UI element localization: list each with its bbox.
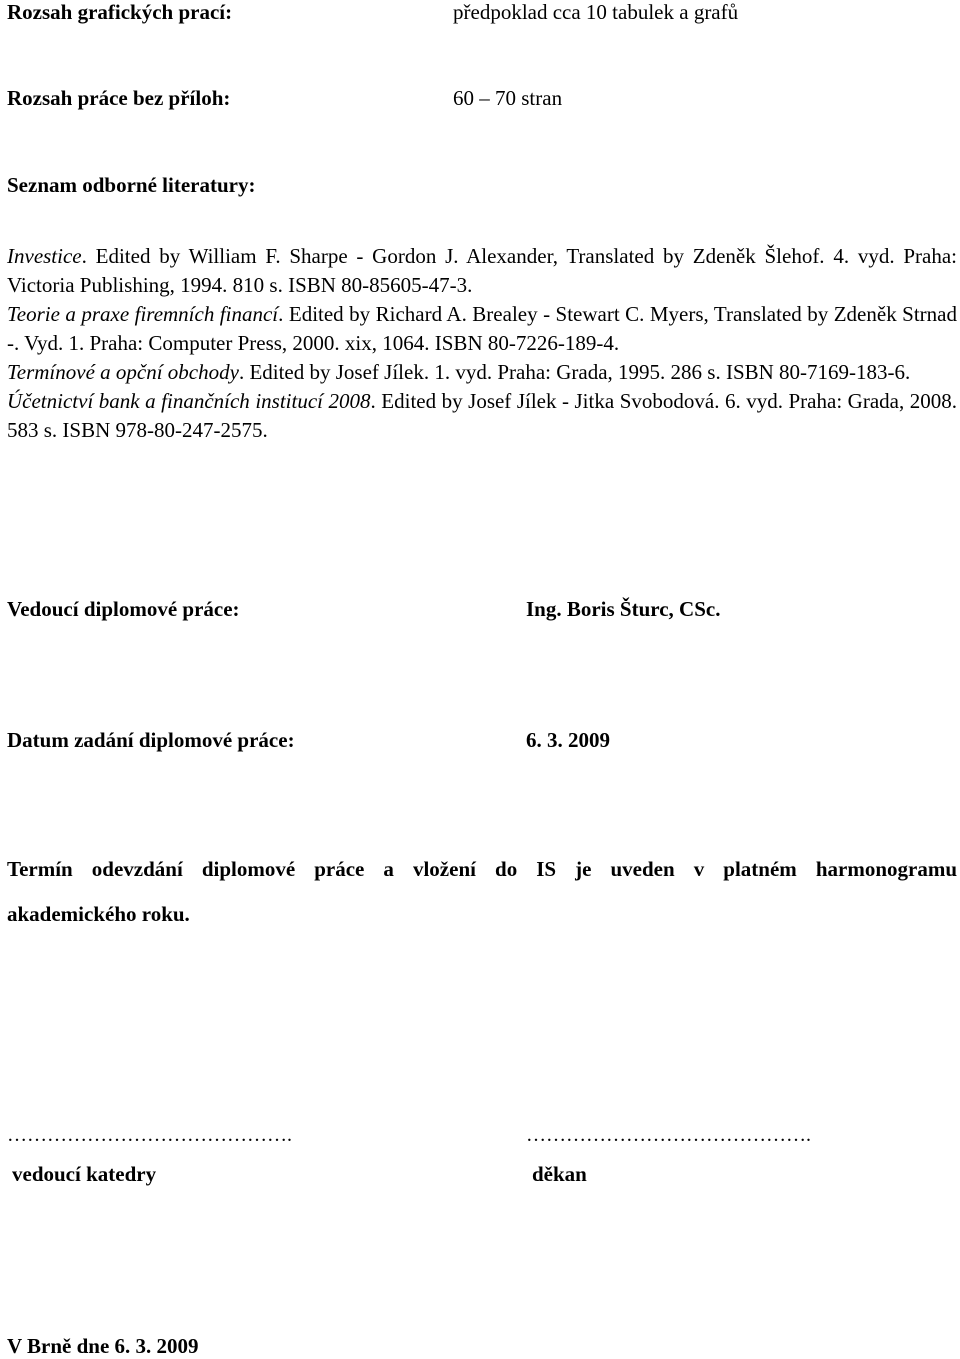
assignment-date-label: Datum zadání diplomové práce: — [7, 728, 295, 752]
signature-line-dean: ……………………………………. — [526, 1124, 811, 1146]
literature-title: Investice — [7, 244, 82, 268]
literature-item — [7, 300, 957, 358]
head-of-department-label: vedoucí katedry — [12, 1162, 157, 1186]
assignment-date-value: 6. 3. 2009 — [526, 728, 610, 752]
literature-title: Termínové a opční obchody — [7, 360, 239, 384]
literature-details: . Edited by Richard A. Brealey - Stewart C. Myers, Translated by Zdeněk Strnad -. Vyd. 1. Praha: Computer Press, 2000. xix, 1064. ISBN 80-7226-189-4. — [7, 302, 957, 355]
literature-item — [7, 358, 957, 387]
pages-scope-label: Rozsah práce bez příloh: — [7, 86, 231, 110]
deadline-note-line1: Termín odevzdání diplomové práce a vložení do IS je uveden v platném harmonogramu — [7, 857, 957, 881]
dean-label: děkan — [532, 1162, 587, 1186]
literature-list — [7, 242, 957, 445]
literature-details: . Edited by Josef Jílek - Jitka Svobodová. 6. vyd. Praha: Grada, 2008. 583 s. ISBN 978-80-247-2575. — [7, 389, 957, 442]
graphics-scope-label: Rozsah grafických prací: — [7, 0, 233, 24]
literature-title: Účetnictví bank a finančních institucí 2008 — [7, 389, 371, 413]
supervisor-name: Ing. Boris Šturc, CSc. — [526, 597, 721, 621]
deadline-note-line2: akademického roku. — [7, 902, 190, 926]
literature-heading: Seznam odborné literatury: — [7, 173, 256, 197]
literature-details: . Edited by Josef Jílek. 1. vyd. Praha: Grada, 1995. 286 s. ISBN 80-7169-183-6. — [238, 360, 911, 384]
literature-item — [7, 387, 957, 445]
pages-scope-value: 60 – 70 stran — [453, 86, 563, 110]
graphics-scope-value: předpoklad cca 10 tabulek a grafů — [453, 0, 739, 24]
signature-line-head-of-department: ……………………………………. — [7, 1124, 292, 1146]
literature-title: Teorie a praxe firemních financí — [7, 302, 279, 326]
supervisor-label: Vedoucí diplomové práce: — [7, 597, 240, 621]
literature-details: . Edited by William F. Sharpe - Gordon J. Alexander, Translated by Zdeněk Šlehof. 4. vyd. Praha: Victoria Publishing, 1994. 810 s. ISBN 80-85605-47-3. — [7, 244, 957, 297]
place-and-date: V Brně dne 6. 3. 2009 — [7, 1334, 199, 1358]
literature-item — [7, 242, 957, 300]
